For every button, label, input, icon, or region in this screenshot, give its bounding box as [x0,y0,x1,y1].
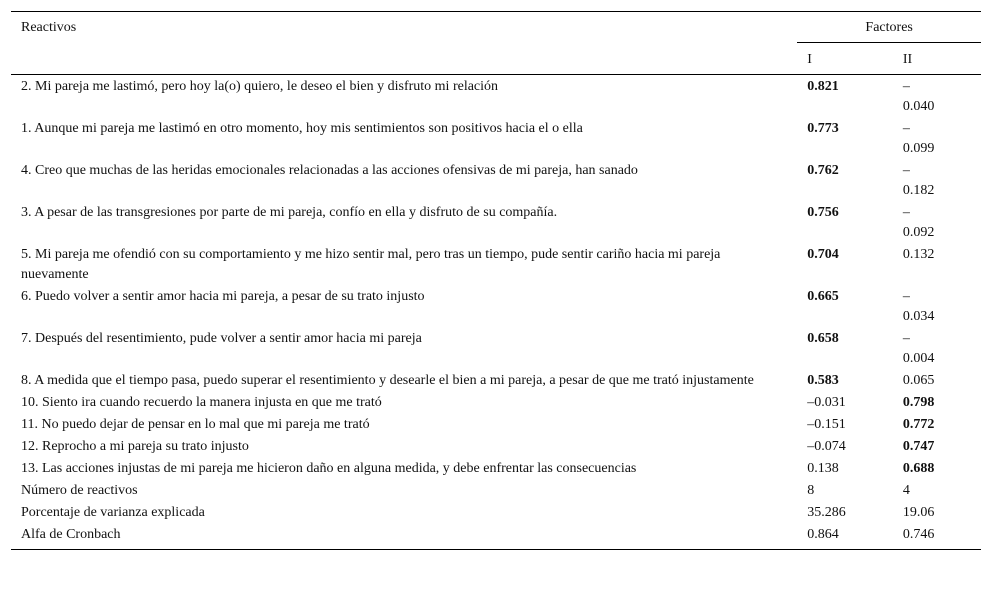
factor-2-loading: 0.798 [902,395,935,410]
factor-2-sign: – [902,289,910,304]
table-row [11,285,981,327]
table-body [11,75,981,550]
item-text: 6. Puedo volver a sentir amor hacia mi pareja, a pesar de su trato injusto [21,289,425,304]
item-text: 10. Siento ira cuando recuerdo la manera injusta en que me trató [21,395,382,410]
item-text: 12. Reprocho a mi pareja su trato injusto [21,439,249,454]
summary-factor-2: 19.06 [902,505,935,520]
header-spacer [11,43,797,75]
factor-2-value: 0.099 [902,141,935,156]
factor-1-loading: 0.583 [807,373,839,388]
summary-factor-1: 8 [807,483,815,498]
factor-1-loading: 0.665 [807,289,839,304]
table-row [11,243,981,285]
header-factor-1: I [797,43,893,75]
table-row [11,457,981,479]
factor-2-sign: – [902,79,910,94]
summary-factor-2: 0.746 [893,523,981,550]
factor-2-loading [893,327,981,369]
header-items: Reactivos [11,12,797,43]
factor-1-loading: 0.821 [807,79,839,94]
factor-2-loading [893,285,981,327]
factor-1-loading: 0.658 [807,331,839,346]
factor-2-value: 0.182 [902,183,935,198]
factor-2-loading [893,117,981,159]
factor-2-sign: – [902,121,910,136]
summary-label: Porcentaje de varianza explicada [21,505,205,520]
item-text: 7. Después del resentimiento, pude volver a sentir amor hacia mi pareja [21,331,422,346]
factor-2-value: 0.092 [902,225,935,240]
factor-2-loading: 0.772 [902,417,935,432]
table-row [11,75,981,118]
item-text: 3. A pesar de las transgresiones por parte de mi pareja, confío en ella y disfruto de su compañía. [21,205,558,220]
header-factors: Factores [797,12,981,43]
factor-2-value: 0.040 [902,99,935,114]
factor-loadings-table-container [11,11,981,550]
item-text: 13. Las acciones injustas de mi pareja me hicieron daño en alguna medida, y debe enfrentar las consecuencias [21,461,637,476]
summary-factor-2: 4 [902,483,910,498]
header-factor-2: II [893,43,981,75]
summary-row [11,523,981,550]
summary-label: Número de reactivos [21,483,138,498]
factor-2-loading: 0.747 [902,439,935,454]
summary-row [11,501,981,523]
factor-2-sign: – [902,163,910,178]
table-row [11,327,981,369]
table-row [11,369,981,391]
item-text: 8. A medida que el tiempo pasa, puedo superar el resentimiento y desearle el bien a mi pareja, a pesar de que me trató injustamente [21,373,754,388]
table-row [11,413,981,435]
item-text: 2. Mi pareja me lastimó, pero hoy la(o) quiero, le deseo el bien y disfruto mi relación [21,79,499,94]
factor-1-loading: 0.762 [807,163,839,178]
factor-1-loading: 0.704 [807,247,839,262]
factor-loadings-table [11,11,981,550]
factor-1-loading: 0.773 [807,121,839,136]
table-row [11,391,981,413]
item-text: 4. Creo que muchas de las heridas emocionales relacionadas a las acciones ofensivas de mi pareja, han sanado [21,163,638,178]
factor-1-loading: –0.151 [807,417,846,432]
item-text: 5. Mi pareja me ofendió con su comportamiento y me hizo sentir mal, pero tras un tiempo, pude sentir cariño hacia mi pareja nuevamente [21,247,721,282]
factor-1-loading: –0.031 [807,395,846,410]
summary-label: Alfa de Cronbach [11,523,797,550]
factor-1-loading: –0.074 [807,439,846,454]
summary-factor-1: 35.286 [807,505,846,520]
summary-factor-1: 0.864 [797,523,893,550]
factor-2-sign: – [902,331,910,346]
factor-2-loading: 0.688 [902,461,935,476]
summary-row [11,479,981,501]
table-row [11,159,981,201]
factor-1-loading: 0.138 [807,461,839,476]
table-row [11,435,981,457]
factor-2-sign: – [902,205,910,220]
factor-2-loading [893,75,981,118]
factor-2-loading [893,201,981,243]
factor-2-value: 0.004 [902,351,935,366]
item-text: 1. Aunque mi pareja me lastimó en otro momento, hoy mis sentimientos son positivos hacia el o ella [21,121,583,136]
factor-2-loading [893,159,981,201]
factor-2-value: 0.034 [902,309,935,324]
item-text: 11. No puedo dejar de pensar en lo mal que mi pareja me trató [21,417,370,432]
table-row [11,201,981,243]
table-row [11,117,981,159]
factor-2-loading: 0.132 [902,247,935,262]
table-header [11,12,981,75]
factor-2-loading: 0.065 [902,373,935,388]
factor-1-loading: 0.756 [807,205,839,220]
